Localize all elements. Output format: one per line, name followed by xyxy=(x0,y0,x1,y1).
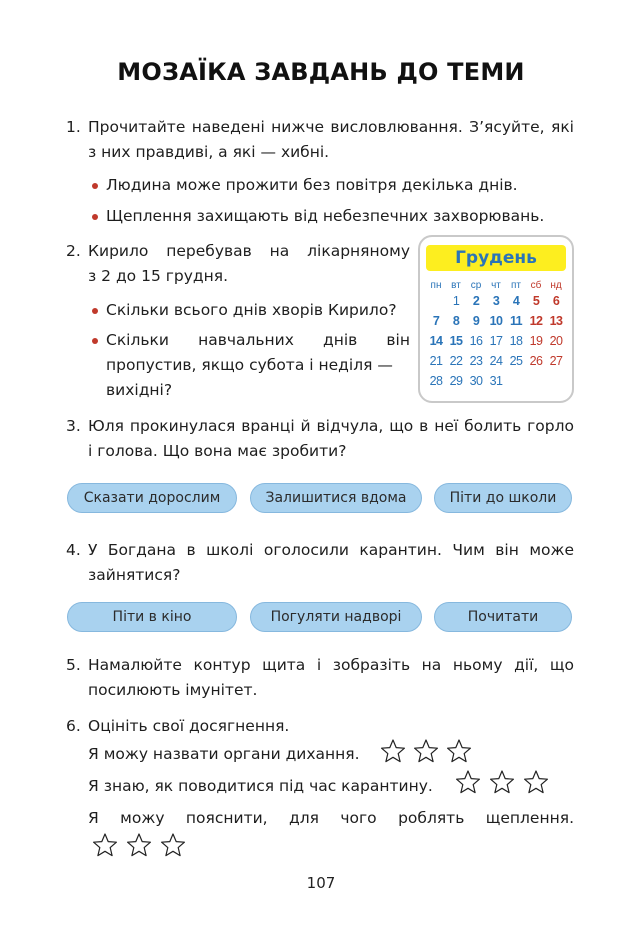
calendar-weekday: чт xyxy=(491,280,501,291)
task5-text-line2: посилюють імунітет. xyxy=(88,681,258,699)
calendar-day: 2 xyxy=(472,294,480,308)
star-icon[interactable] xyxy=(455,769,481,795)
task3-number: 3. xyxy=(66,417,81,435)
calendar-day: 25 xyxy=(509,354,523,368)
calendar-month: Грудень xyxy=(426,245,566,271)
calendar-weekday: ср xyxy=(470,280,482,291)
self-assessment-3: Я можу пояснити, для чого роблять щеплення. xyxy=(88,809,574,827)
page-title: МОЗАЇКА ЗАВДАНЬ ДО ТЕМИ xyxy=(117,58,525,86)
calendar-day: 19 xyxy=(529,334,543,348)
star-icon[interactable] xyxy=(523,769,549,795)
task5-number: 5. xyxy=(66,656,81,674)
calendar-day: 15 xyxy=(449,334,463,348)
task5-text-line1: Намалюйте контур щита і зобразіть на ньому дії, що xyxy=(88,656,574,674)
calendar-day: 17 xyxy=(489,334,503,348)
calendar-day: 10 xyxy=(489,314,503,328)
self-assessment-2: Я знаю, як поводитися під час карантину. xyxy=(88,777,433,795)
star-icon[interactable] xyxy=(413,738,439,764)
task2-question-1: Скільки всього днів хворів Кирило? xyxy=(106,301,397,319)
star-icon[interactable] xyxy=(446,738,472,764)
star-icon[interactable] xyxy=(489,769,515,795)
star-icon[interactable] xyxy=(126,832,152,858)
calendar-weekday: вт xyxy=(451,280,461,291)
task4-number: 4. xyxy=(66,541,81,559)
page-number: 107 xyxy=(306,874,336,892)
task4-text-line1: У Богдана в школі оголосили карантин. Чим він може xyxy=(88,541,574,559)
task6-text-line1: Оцініть свої досягнення. xyxy=(88,717,290,735)
calendar-day: 3 xyxy=(492,294,500,308)
task2-question-2-line2: пропустив, якщо субота і неділя — xyxy=(106,356,393,374)
task2-text-line1: Кирило перебував на лікарняному xyxy=(88,242,410,260)
star-icon[interactable] xyxy=(380,738,406,764)
calendar-day: 9 xyxy=(472,314,480,328)
calendar-day: 31 xyxy=(489,374,503,388)
calendar-weekday: пн xyxy=(430,280,442,291)
calendar-day: 26 xyxy=(529,354,543,368)
calendar-day: 29 xyxy=(449,374,463,388)
task3-text-line1: Юля прокинулася вранці й відчула, що в неї болить горло xyxy=(88,417,574,435)
calendar-day: 14 xyxy=(429,334,443,348)
option-go-to-cinema[interactable]: Піти в кіно xyxy=(67,602,237,632)
option-read[interactable]: Почитати xyxy=(434,602,572,632)
calendar-day: 1 xyxy=(452,294,460,308)
bullet-icon xyxy=(92,183,98,189)
december-calendar xyxy=(418,235,574,403)
self-assessment-1: Я можу назвати органи дихання. xyxy=(88,745,360,763)
calendar-weekday: сб xyxy=(530,280,542,291)
task1-statement-1: Людина може прожити без повітря декілька днів. xyxy=(106,176,518,194)
option-tell-adults[interactable]: Сказати дорослим xyxy=(67,483,237,513)
calendar-day: 13 xyxy=(549,314,563,328)
calendar-day: 6 xyxy=(552,294,560,308)
task2-number: 2. xyxy=(66,242,81,260)
task2-text-line2: з 2 до 15 грудня. xyxy=(88,267,228,285)
calendar-day: 12 xyxy=(529,314,543,328)
calendar-weekday: пт xyxy=(511,280,521,291)
calendar-day: 8 xyxy=(452,314,460,328)
task2-question-2-line3: вихідні? xyxy=(106,381,173,399)
bullet-icon xyxy=(92,338,98,344)
calendar-day: 24 xyxy=(489,354,503,368)
calendar-day: 21 xyxy=(429,354,443,368)
task3-text-line2: і голова. Що вона має зробити? xyxy=(88,442,347,460)
calendar-day: 18 xyxy=(509,334,523,348)
task1-number: 1. xyxy=(66,118,81,136)
option-walk-outside[interactable]: Погуляти надворі xyxy=(250,602,422,632)
calendar-day: 23 xyxy=(469,354,483,368)
task1-text-line1: Прочитайте наведені нижче висловлювання. З’ясуйте, які xyxy=(88,118,574,136)
task1-statement-2: Щеплення захищають від небезпечних захворювань. xyxy=(106,207,545,225)
calendar-day: 20 xyxy=(549,334,563,348)
task2-question-2-line1: Скільки навчальних днів він xyxy=(106,331,410,349)
calendar-day: 27 xyxy=(549,354,563,368)
option-stay-home[interactable]: Залишитися вдома xyxy=(250,483,422,513)
task4-text-line2: зайнятися? xyxy=(88,566,181,584)
calendar-day: 22 xyxy=(449,354,463,368)
bullet-icon xyxy=(92,308,98,314)
task6-number: 6. xyxy=(66,717,81,735)
star-icon[interactable] xyxy=(92,832,118,858)
star-icon[interactable] xyxy=(160,832,186,858)
option-go-to-school[interactable]: Піти до школи xyxy=(434,483,572,513)
calendar-day: 16 xyxy=(469,334,483,348)
calendar-day: 11 xyxy=(509,314,522,328)
calendar-day: 28 xyxy=(429,374,443,388)
bullet-icon xyxy=(92,214,98,220)
calendar-day: 5 xyxy=(532,294,540,308)
calendar-day: 4 xyxy=(512,294,520,308)
calendar-day: 30 xyxy=(469,374,483,388)
task1-text-line2: з них правдиві, а які — хибні. xyxy=(88,143,330,161)
calendar-weekday: нд xyxy=(550,280,562,291)
calendar-day: 7 xyxy=(432,314,440,328)
